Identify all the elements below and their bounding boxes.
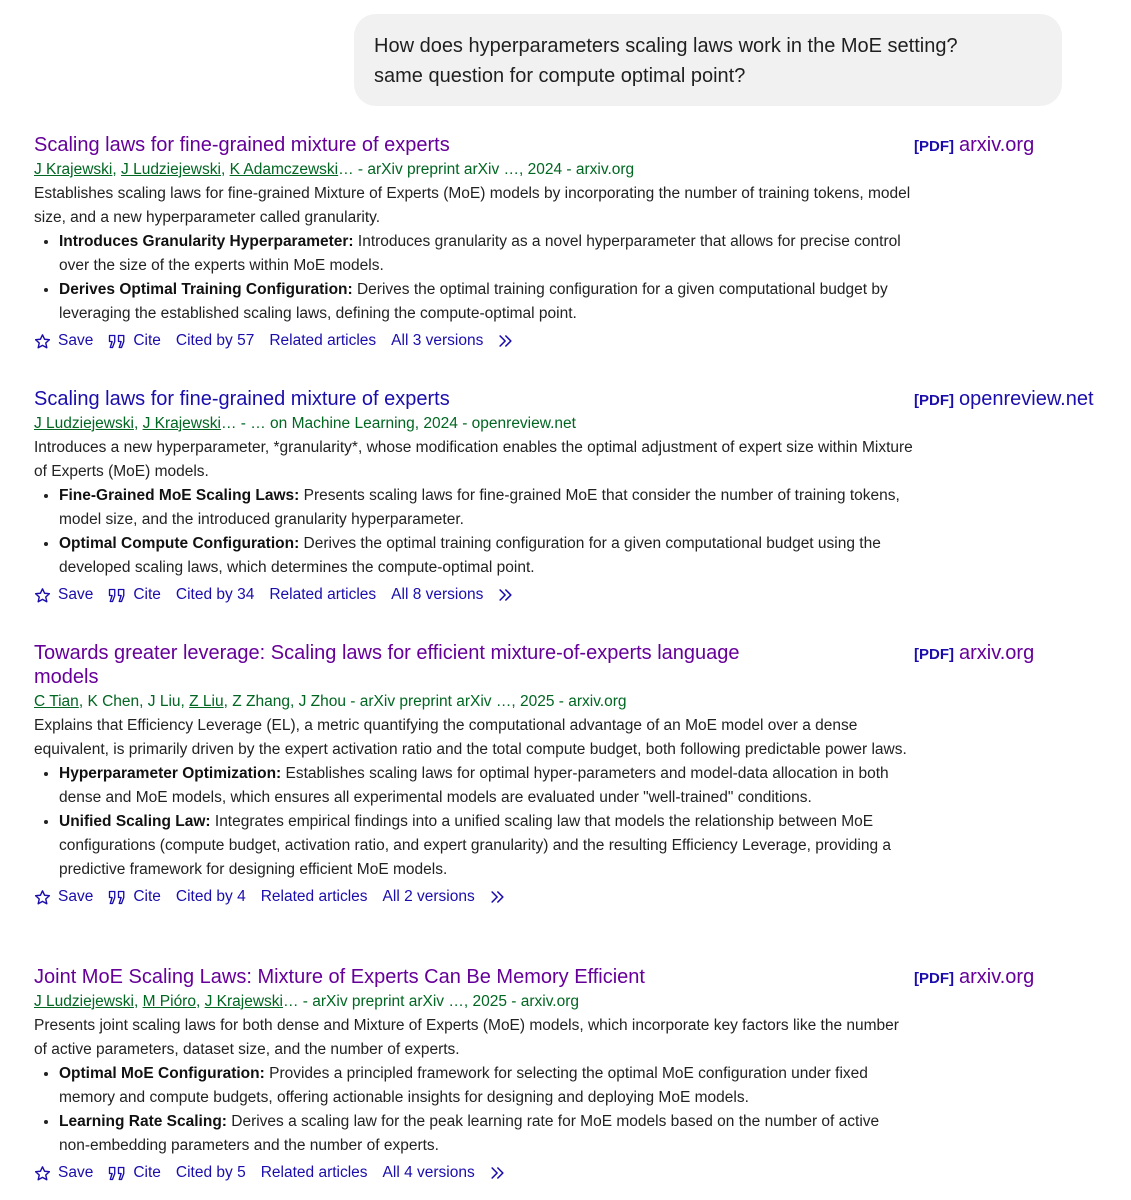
summary-bullet — [59, 484, 914, 532]
pdf-link[interactable] — [914, 387, 1094, 413]
summary-bullet — [59, 230, 914, 278]
bullet-label: Optimal Compute Configuration: — [59, 535, 300, 552]
star-icon — [34, 1165, 51, 1182]
author-name: J Liu — [147, 693, 181, 710]
author-name: J Zhou — [298, 693, 346, 710]
result-title-link[interactable]: Joint MoE Scaling Laws: Mixture of Experts Can Be Memory Efficient — [34, 966, 645, 988]
bullet-label: Unified Scaling Law: — [59, 813, 211, 830]
double-chevron-right-icon — [490, 890, 510, 904]
result-venue: … - … on Machine Learning, 2024 - openreview.net — [220, 415, 576, 432]
save-button[interactable] — [34, 329, 93, 353]
bullet-text: Derives the optimal training configuration for a given computational budget using the developed scaling laws, which determines the compute-optimal point. — [59, 535, 881, 576]
bullet-text: Introduces granularity as a novel hyperparameter that allows for precise control over the size of the experts within MoE models. — [59, 233, 901, 274]
search-result — [34, 641, 1124, 909]
result-bullets — [34, 484, 914, 580]
bullet-text: Integrates empirical findings into a unified scaling law that models the relationship between MoE configurations (compute budget, activation ratio, and expert granularity) and the resulting Efficiency Leverage, providing a predictive framework for designing efficient MoE models. — [59, 813, 892, 878]
result-actions — [34, 329, 1124, 353]
save-label: Save — [58, 888, 94, 905]
author-list: J Krajewski, J Ludziejewski, K Adamczewski — [34, 161, 339, 178]
author-name: Z Zhang — [232, 693, 290, 710]
star-icon — [34, 333, 51, 350]
author-name[interactable]: K Adamczewski — [229, 161, 339, 178]
cite-label: Cite — [133, 332, 161, 349]
related-articles-link[interactable]: Related articles — [269, 332, 377, 349]
author-name[interactable]: M Pióro — [142, 993, 196, 1010]
bullet-text: Presents scaling laws for fine-grained MoE that consider the number of training tokens, model size, and the introduced granularity hyperparameter. — [59, 487, 900, 528]
cite-button[interactable] — [108, 1161, 161, 1185]
summary-bullet — [59, 1062, 914, 1110]
quote-icon — [108, 890, 126, 905]
more-actions-button[interactable] — [498, 334, 518, 348]
result-venue: … - arXiv preprint arXiv …, 2024 - arxiv.org — [338, 161, 635, 178]
double-chevron-right-icon — [490, 1166, 510, 1180]
result-bullets — [34, 230, 914, 326]
cited-by-link[interactable]: Cited by 34 — [175, 586, 255, 603]
result-snippet: Explains that Efficiency Leverage (EL), a metric quantifying the computational advantage of an MoE model over a dense equivalent, is primarily driven by the expert activation ratio and the total compute budget, both following predictable power laws. — [34, 717, 907, 758]
save-label: Save — [58, 1164, 94, 1181]
author-name[interactable]: J Ludziejewski — [34, 415, 134, 432]
pdf-source: arxiv.org — [959, 642, 1035, 664]
author-name[interactable]: Z Liu — [189, 693, 224, 710]
cite-label: Cite — [133, 888, 161, 905]
query-line-1: How does hyperparameters scaling laws work in the MoE setting? — [374, 35, 958, 57]
pdf-source: arxiv.org — [959, 966, 1035, 988]
bullet-label: Learning Rate Scaling: — [59, 1113, 227, 1130]
more-actions-button[interactable] — [498, 588, 518, 602]
star-icon — [34, 587, 51, 604]
result-snippet: Introduces a new hyperparameter, *granularity*, whose modification enables the optimal adjustment of expert size within Mixture of Experts (MoE) models. — [34, 439, 913, 480]
search-result — [34, 387, 1124, 607]
author-name[interactable]: J Krajewski — [204, 993, 283, 1010]
double-chevron-right-icon — [498, 334, 518, 348]
all-versions-link[interactable]: All 2 versions — [382, 888, 475, 905]
bullet-text: Derives the optimal training configuration for a given computational budget by leveraging the established scaling laws, defining the compute-optimal point. — [59, 281, 888, 322]
summary-bullet — [59, 278, 914, 326]
quote-icon — [108, 1166, 126, 1181]
pdf-source: openreview.net — [959, 388, 1094, 410]
cited-by-link[interactable]: Cited by 57 — [175, 332, 255, 349]
result-authors — [34, 991, 1124, 1013]
save-label: Save — [58, 586, 94, 603]
result-authors — [34, 413, 1124, 435]
bullet-text: Derives a scaling law for the peak learning rate for MoE models based on the number of active non-embedding parameters and the number of experts. — [59, 1113, 880, 1154]
user-query-bubble — [354, 14, 1062, 106]
result-title-link[interactable]: Scaling laws for fine-grained mixture of experts — [34, 388, 450, 410]
save-button[interactable] — [34, 885, 93, 909]
bullet-label: Derives Optimal Training Configuration: — [59, 281, 353, 298]
all-versions-link[interactable]: All 4 versions — [382, 1164, 475, 1181]
query-line-2: same question for compute optimal point? — [374, 65, 746, 87]
double-chevron-right-icon — [498, 588, 518, 602]
related-articles-link[interactable]: Related articles — [260, 888, 368, 905]
result-title-link[interactable]: Scaling laws for fine-grained mixture of experts — [34, 134, 450, 156]
related-articles-link[interactable]: Related articles — [260, 1164, 368, 1181]
author-name[interactable]: J Ludziejewski — [34, 993, 134, 1010]
search-result — [34, 965, 1124, 1185]
result-venue: … - arXiv preprint arXiv …, 2025 - arxiv.org — [282, 993, 580, 1010]
cite-label: Cite — [133, 1164, 161, 1181]
author-list: J Ludziejewski, M Pióro, J Krajewski — [34, 993, 283, 1010]
result-authors — [34, 159, 1124, 181]
pdf-tag: [PDF] — [914, 138, 954, 155]
bullet-label: Hyperparameter Optimization: — [59, 765, 282, 782]
quote-icon — [108, 588, 126, 603]
cited-by-link[interactable]: Cited by 4 — [175, 888, 246, 905]
pdf-tag: [PDF] — [914, 392, 954, 409]
quote-icon — [108, 334, 126, 349]
result-actions — [34, 885, 1124, 909]
cite-button[interactable] — [108, 885, 161, 909]
author-name[interactable]: C Tian — [34, 693, 79, 710]
result-snippet: Presents joint scaling laws for both dense and Mixture of Experts (MoE) models, which incorporate key factors like the number of active parameters, dataset size, and the number of experts. — [34, 1017, 899, 1058]
cite-button[interactable] — [108, 329, 161, 353]
author-name[interactable]: J Ludziejewski — [121, 161, 221, 178]
save-label: Save — [58, 332, 94, 349]
search-result — [34, 133, 1124, 353]
summary-bullet — [59, 1110, 914, 1158]
more-actions-button[interactable] — [490, 890, 510, 904]
all-versions-link[interactable]: All 8 versions — [391, 586, 484, 603]
author-name: K Chen — [87, 693, 140, 710]
author-list: J Ludziejewski, J Krajewski — [34, 415, 221, 432]
result-title-link[interactable]: Towards greater leverage: Scaling laws for efficient mixture-of-experts language models — [34, 642, 740, 688]
result-authors — [34, 691, 1124, 713]
result-actions — [34, 583, 1124, 607]
result-snippet: Establishes scaling laws for fine-grained Mixture of Experts (MoE) models by incorporating the number of training tokens, model size, and a new hyperparameter called granularity. — [34, 185, 911, 226]
result-bullets — [34, 762, 914, 882]
pdf-tag: [PDF] — [914, 970, 954, 987]
save-button[interactable] — [34, 1161, 93, 1185]
cite-label: Cite — [133, 586, 161, 603]
pdf-tag: [PDF] — [914, 646, 954, 663]
save-button[interactable] — [34, 583, 93, 607]
bullet-label: Introduces Granularity Hyperparameter: — [59, 233, 354, 250]
pdf-link[interactable] — [914, 133, 1034, 159]
author-list: C Tian, K Chen, J Liu, Z Liu, Z Zhang, J Zhou — [34, 693, 346, 710]
more-actions-button[interactable] — [490, 1166, 510, 1180]
summary-bullet — [59, 762, 914, 810]
all-versions-link[interactable]: All 3 versions — [391, 332, 484, 349]
star-icon — [34, 889, 51, 906]
bullet-text: Establishes scaling laws for optimal hyper-parameters and model-data allocation in both dense and MoE models, which ensures all experimental models are evaluated under "well-trained" conditions. — [59, 765, 889, 806]
cited-by-link[interactable]: Cited by 5 — [175, 1164, 246, 1181]
author-name[interactable]: J Krajewski — [34, 161, 113, 178]
pdf-source: arxiv.org — [959, 134, 1035, 156]
summary-bullet — [59, 810, 914, 882]
bullet-text: Provides a principled framework for selecting the optimal MoE configuration under fixed memory and compute budgets, offering actionable insights for designing and deploying MoE models. — [59, 1065, 868, 1106]
related-articles-link[interactable]: Related articles — [269, 586, 377, 603]
pdf-link[interactable] — [914, 965, 1034, 991]
pdf-link[interactable] — [914, 641, 1034, 667]
result-bullets — [34, 1062, 914, 1158]
author-name[interactable]: J Krajewski — [142, 415, 221, 432]
bullet-label: Fine-Grained MoE Scaling Laws: — [59, 487, 300, 504]
cite-button[interactable] — [108, 583, 161, 607]
result-actions — [34, 1161, 1124, 1185]
bullet-label: Optimal MoE Configuration: — [59, 1065, 265, 1082]
summary-bullet — [59, 532, 914, 580]
result-venue: - arXiv preprint arXiv …, 2025 - arxiv.org — [345, 693, 627, 710]
